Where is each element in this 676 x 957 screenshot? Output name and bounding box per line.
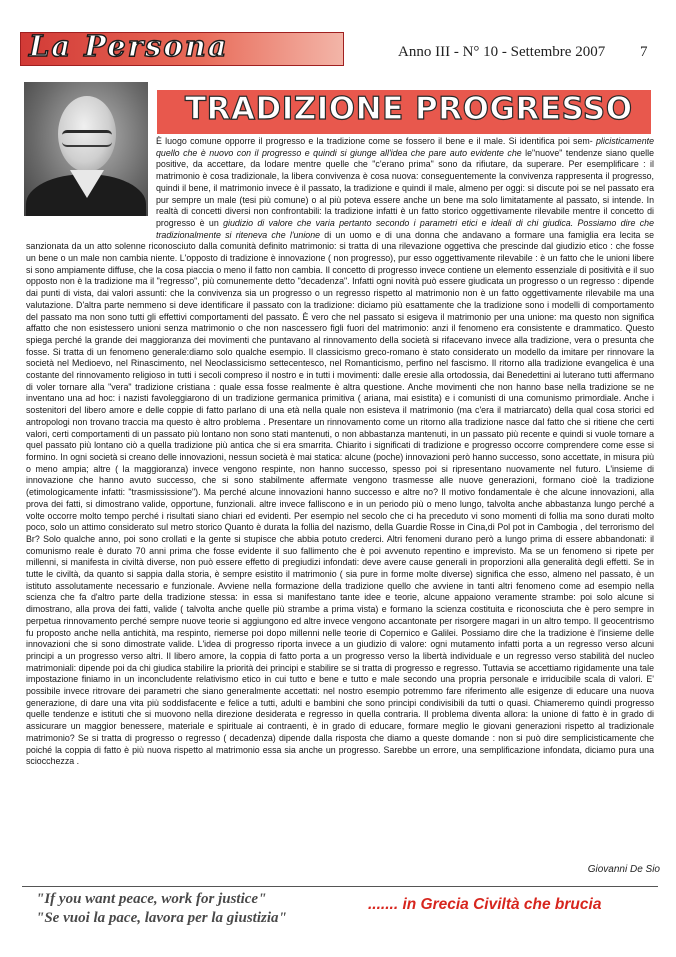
article-paragraph-2-italic: giudizio di valore che varia pertanto secondo i parametri etici e ideali di chi giudica. Possiamo dire che tradizionalmente si riteneva che l'unione [156, 217, 654, 240]
article-intro: È luogo comune opporre il progresso e la tradizione come se fossero il bene e il male. Si identifica poi sem- [156, 136, 593, 146]
masthead-title: La Persona [29, 29, 229, 63]
article-author: Giovanni De Sio [587, 864, 660, 875]
masthead-banner [20, 29, 344, 66]
article-body [26, 136, 654, 856]
article-paragraph-1: le"nuove" tendenze siano quelle positive, da accettare, da lodare mentre quelle che "c'erano prima" sono da rifiutare, da superare. Per esemplificare : il matrimonio è cosa tradizionale, la libera convivenza è cosa nuova: conseguentemente la convivenza rappresenta il progresso, quindi il bene, il matrimonio invece è il passato, la tradizione e quindi il male, almeno per oggi: si discute poi se nel passato era pur sempre un male (tesi più comune) o al più poteva essere anche un bene ma solo limitatamente al passato, si intende. In realtà di concetti diversi non confrontabili: la tradizione infatti è un fatto storico oggettivamente rilevabile mentre il concetto di progresso è un [156, 147, 654, 228]
footer-motto-italian: "Se vuoi la pace, lavora per la giustizia" [36, 910, 287, 926]
article-title: TRADIZIONE PROGRESSO [185, 91, 633, 127]
page-number: 7 [640, 44, 648, 60]
article-intro-italic: plicisticamente quello che è nuovo con il progresso e quindi si giunge all'idea che pare auto evidente che [156, 136, 654, 158]
article-paragraph-3: di un uomo e di una donna che andavano a formare una famiglia era lecita se sanzionata da un atto solenne riconosciuto dalla comunità definito matrimonio: si tratta di una rilevazione oggettiva che prescinde dal giudizio etico : che fosse un bene o un male non cambia niente. L'opposto di tradizione è innovazione ( non progresso), pur esso oggettivamente rilevabile : è un fatto che le unioni libere si sono ampiamente diffuse, che la cosa piaccia o meno il fatto non cambia. Il concetto di progresso invece contiene un elemento essenziale di positività e il suo opposto non è la tradizione ma il "regresso", più comunemente detto "decadenza". Infatti ogni novità può essere giudicata un progresso o un regresso : dipende dai punti di vista, dai valori assunti: che la convivenza sia un progresso o un regresso rispetto al matrimonio non è un fatto oggettivamente rilevabile ma una valutazione. D'altra parte nemmeno si deve identificare il passato con la tradizione: diciamo più esattamente che la tradizione sono i modelli di comportamento del passato ma non sono tutti gli effettivi comportamenti del passato. È vero che nel passato si esigeva il matrimonio per una unione: ma questo non significa affatto che non esistessero unioni senza matrimonio o che non nascessero figli fuori del matrimonio: anzi il fenomeno era consistente e drammatico. Questo spiega perché la grande dei maggioranza dei movimenti che puntavano al rinnovamento della società si rifacevano invece alla tradizione, vera o presunta che fosse. Si tratta di un fenomeno generale:diamo solo qualche esempio. Il classicismo greco-romano è stato considerato un modello da imitare per rinnovare la società nel Medioevo, nel Rinascimento, nel Neoclassicismo settecentesco, nel Romanticismo, perfino nel fascismo. Il ritorno alla tradizione evangelica è una costante del rinnovamento religioso in tutti i secoli compreso il nostro e in tutti i movimenti: dalle eresie alla ortodossia, dai Benedettini ai luterano tutti affermano di voler tornare alla "vera" tradizione cristiana : quale essa fosse realmente è altra questione. Anche movimenti che non hanno base nella tradizione se ne inventano una ad hoc: i nazisti favoleggiarono di un tradizione germanica primitiva ( ariana, mai esistita) e i comunisti di una comunismo primordiale. Anche i sostenitori del libero amore e delle coppie di fatto parlano di una età nella quale non esisteva il matrimonio (ma c'era il matriarcato) della qual cosa storici ed antropologi non trovano traccia ma questo è altro problema . Presentare un rinnovamento come un ritorno alla tradizione nasce dal fatto che si ritiene che certi valori, certi comportamenti di un passato più lontano non sono stati mantenuti, o non abbastanza mantenuti, in un passato più recente e quindi si vuole tornare a quel passato più lontano ciò a quella tradizione più antica che si era smarrita. Chiarito i significati di tradizione e progresso occorre comprendere come esse si formino. In ogni società si creano delle innovazioni, nessun società è mai statica: alcune (poche) innovazioni però hanno successo, sono accettate, in misura più o meno ampia; altre ( la maggioranza) invece vengono respinte, non hanno successo, spesso poi si ripresentano nuovamente nel futuro. L'insieme di innovazione che hanno avuto successo, che si sono stabilmente affermate vengono trasmesse alle nuove generazioni, formano cioè la tradizione (etimologicamente infatti: "trasmississione"). Ma perché alcune innovazioni hanno successo e altre no? Il motivo fondamentale è che alcune innovazioni, alla prova dei fatti, si dimostrano valide, opportune, funzionali. altre invece falliscono e in un periodo più o meno lungo, talvolta anche abbastanza lungo perché a volte occorre molto tempo perché i risultati siano chiari ed evidenti. Per esempio nel secolo che ci ha preceduto vi sono momenti di follia ma sono durati molto poco, solo un attimo considerato sul metro storico Quanto è durata la follia del nazismo, della Guardie Rosse in Cina,di Pol pot in Cambogia , del terrorismo del Br? Solo qualche anno, poi sono crollati e la gente si stupisce che abbia potuto crederci. Altri fenomeni durano però a lungo prima di essere abbandonati: il comunismo reale è durato 70 anni prima che fosse evidente il suo fallimento che è poi avvenuto repentino e imprevisto. Ma se un fenomeno si ripete per millenni, si manifesta in civiltà diverse, non può essere effetto di pregiudizi infondati: deve avere cause generali in proporzioni alla generalità degli effetti. Se in tutte le civiltà, da quanto si sappia dalla storia, è sempre esistito il matrimonio ( sia pure in forme molte diverse) significa che esso, almeno nel passato, è un istituto assolutamente necessario e funzionale. Avviene nella formazione della tradizione quello che avviene in tanti altri fenomeno come ad esempio nella scienza che fa d'altro parte della tradizione stessa: in essa si manifestano tante idee e teorie, alcune appaiono veramente strambe: poi solo alcune si dimostrano, alla prova dei fatti, valide ( talvolta anche quelle più strambe a prima vista) e formano la scienza costituita e riconosciuta che è pero sempre in perpetua rinnovamento perché sempre nuove teorie si aggiungono ed altre invece vengono accantonate per risorgere magari in un altro tempo. Il geocentrismo fu proposto anche nella antichità, ma respinto, riemerse poi dopo millenni nelle teorie di Copernico e Galilei. Possiamo dire che la tradizione è l'insieme delle innovazioni che si sono dimostrate valide. L'idea di progresso riporta invece a un giudizio di valore: ogni mutamento infatti porta a un regresso verso alcuni principi a un progresso verso altri. Il libero amore, la coppia di fatto porta a un progresso verso la libertà individuale e un regresso verso stabilità del nucleo matrimoniali: dipende poi da chi giudica stabilire la priorità dei principi e stabilire se si tratta di progresso e regresso. Tuttavia se accettiamo rigidamente una tale impostazione finiamo in un inconcludente relativismo etico in cui tutto e bene e tutto e male secondo una propria personale e irriducibile scala di valori. E' possibile invece ritrovare dei parametri che siano generalmente accettati: nel nostro esempio potremmo fare riferimento alle esigenze di educare una nuova generazione, di dare una vita più soddisfacente e felice a tutti, adulti e bambini che sono principi condivisibili da tutti o quasi. Chiameremo quindi progresso quelle tendenze e istituti che si muovono nella direzione desiderata e regresso in quella contraria. Il problema diventa allora: la unione di fatto è in grado di assicurare un maggior benessere, materiale e spirituale ai contraenti, è in grado di educare, formare meglio le giovani generazioni rispetto al tradizionale matrimonio? Se si tratta di progresso o regresso ( decadenza) dipende dalla risposta che diamo a queste domande : non si può dire semplicisticamente che poiché la coppia di fatto è più nuova rispetto al matrimonio essa sia anche un progresso. Sarebbe un errore, una semplificazione infondata, diciamo pura una sciocchezza . [26, 229, 654, 767]
issue-info: Anno III - N° 10 - Settembre 2007 [398, 44, 606, 60]
footer-divider [22, 886, 658, 887]
footer-tagline-link[interactable]: ....... in Grecia Civiltà che brucia [368, 896, 602, 913]
photo-wrap-spacer [26, 136, 156, 230]
footer-motto-english: "If you want peace, work for justice" [36, 891, 267, 907]
article-title-bar [157, 90, 651, 134]
